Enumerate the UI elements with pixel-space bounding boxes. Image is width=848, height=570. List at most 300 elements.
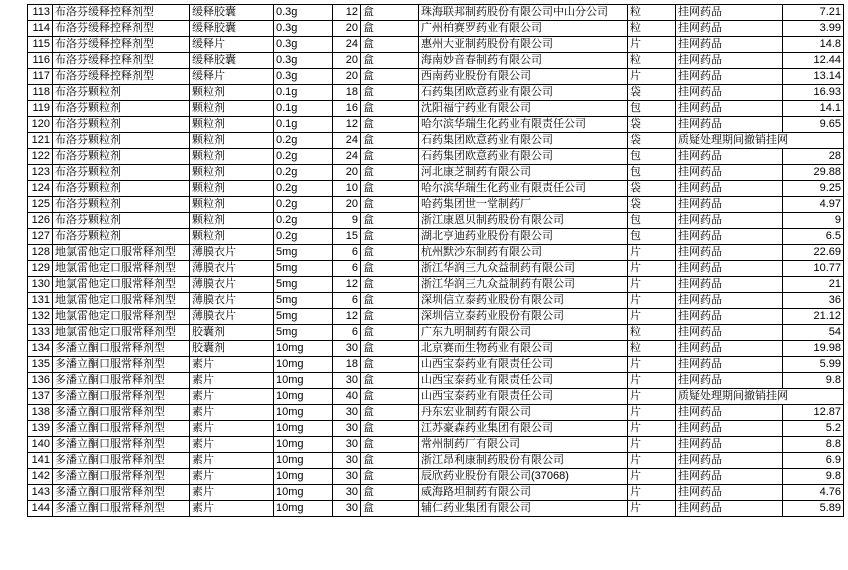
package-quantity-cell[interactable]: 30: [333, 421, 361, 437]
manufacturer-cell[interactable]: 广州柏赛罗药业有限公司: [419, 21, 628, 37]
minimum-unit-cell[interactable]: 片: [628, 485, 676, 501]
package-unit-cell[interactable]: 盒: [361, 85, 419, 101]
minimum-unit-cell[interactable]: 包: [628, 229, 676, 245]
package-quantity-cell[interactable]: 30: [333, 341, 361, 357]
manufacturer-cell[interactable]: 石药集团欧意药业有限公司: [419, 85, 628, 101]
dosage-form-cell[interactable]: 素片: [190, 469, 274, 485]
listing-status-cell[interactable]: 挂网药品: [676, 485, 783, 501]
minimum-unit-cell[interactable]: 片: [628, 309, 676, 325]
package-quantity-cell[interactable]: 20: [333, 197, 361, 213]
manufacturer-cell[interactable]: 北京赛而生物药业有限公司: [419, 341, 628, 357]
package-unit-cell[interactable]: 盒: [361, 389, 419, 405]
drug-name-cell[interactable]: 布洛芬颗粒剂: [53, 133, 190, 149]
minimum-unit-cell[interactable]: 片: [628, 277, 676, 293]
drug-name-cell[interactable]: 布洛芬颗粒剂: [53, 197, 190, 213]
listing-status-cell[interactable]: 挂网药品: [676, 69, 783, 85]
dosage-form-cell[interactable]: 缓释胶囊: [190, 5, 274, 21]
drug-name-cell[interactable]: 多潘立酮口服常释剂型: [53, 485, 190, 501]
price-cell[interactable]: 22.69: [783, 245, 844, 261]
manufacturer-cell[interactable]: 西南药业股份有限公司: [419, 69, 628, 85]
package-unit-cell[interactable]: 盒: [361, 69, 419, 85]
specification-cell[interactable]: 5mg: [274, 261, 333, 277]
price-cell[interactable]: 5.89: [783, 501, 844, 517]
price-cell[interactable]: 36: [783, 293, 844, 309]
minimum-unit-cell[interactable]: 片: [628, 245, 676, 261]
package-quantity-cell[interactable]: 30: [333, 405, 361, 421]
row-number-cell[interactable]: 133: [28, 325, 53, 341]
row-number-cell[interactable]: 137: [28, 389, 53, 405]
dosage-form-cell[interactable]: 颗粒剂: [190, 213, 274, 229]
price-cell[interactable]: 5.2: [783, 421, 844, 437]
manufacturer-cell[interactable]: 珠海联邦制药股份有限公司中山分公司: [419, 5, 628, 21]
listing-status-cell[interactable]: 挂网药品: [676, 37, 783, 53]
manufacturer-cell[interactable]: 海南妙音春制药有限公司: [419, 53, 628, 69]
package-quantity-cell[interactable]: 30: [333, 453, 361, 469]
package-quantity-cell[interactable]: 20: [333, 21, 361, 37]
price-cell[interactable]: 28: [783, 149, 844, 165]
row-number-cell[interactable]: 135: [28, 357, 53, 373]
price-cell[interactable]: 13.14: [783, 69, 844, 85]
row-number-cell[interactable]: 126: [28, 213, 53, 229]
package-quantity-cell[interactable]: 12: [333, 277, 361, 293]
dosage-form-cell[interactable]: 颗粒剂: [190, 101, 274, 117]
listing-status-cell[interactable]: 挂网药品: [676, 373, 783, 389]
price-cell[interactable]: 10.77: [783, 261, 844, 277]
drug-name-cell[interactable]: 地氯雷他定口服常释剂型: [53, 309, 190, 325]
row-number-cell[interactable]: 132: [28, 309, 53, 325]
dosage-form-cell[interactable]: 素片: [190, 389, 274, 405]
listing-status-cell[interactable]: 挂网药品: [676, 309, 783, 325]
listing-status-cell[interactable]: 挂网药品: [676, 341, 783, 357]
package-quantity-cell[interactable]: 30: [333, 485, 361, 501]
listing-status-cell[interactable]: 挂网药品: [676, 165, 783, 181]
dosage-form-cell[interactable]: 颗粒剂: [190, 197, 274, 213]
drug-name-cell[interactable]: 布洛芬颗粒剂: [53, 149, 190, 165]
manufacturer-cell[interactable]: 丹东宏业制药有限公司: [419, 405, 628, 421]
row-number-cell[interactable]: 123: [28, 165, 53, 181]
manufacturer-cell[interactable]: 浙江康恩贝制药股份有限公司: [419, 213, 628, 229]
minimum-unit-cell[interactable]: 片: [628, 357, 676, 373]
minimum-unit-cell[interactable]: 片: [628, 437, 676, 453]
manufacturer-cell[interactable]: 威海路坦制药有限公司: [419, 485, 628, 501]
listing-status-cell[interactable]: 挂网药品: [676, 5, 783, 21]
drug-name-cell[interactable]: 多潘立酮口服常释剂型: [53, 405, 190, 421]
package-unit-cell[interactable]: 盒: [361, 341, 419, 357]
package-unit-cell[interactable]: 盒: [361, 261, 419, 277]
drug-name-cell[interactable]: 布洛芬颗粒剂: [53, 101, 190, 117]
drug-name-cell[interactable]: 布洛芬颗粒剂: [53, 181, 190, 197]
minimum-unit-cell[interactable]: 包: [628, 149, 676, 165]
row-number-cell[interactable]: 120: [28, 117, 53, 133]
specification-cell[interactable]: 10mg: [274, 501, 333, 517]
drug-name-cell[interactable]: 多潘立酮口服常释剂型: [53, 341, 190, 357]
minimum-unit-cell[interactable]: 袋: [628, 85, 676, 101]
package-unit-cell[interactable]: 盒: [361, 149, 419, 165]
dosage-form-cell[interactable]: 颗粒剂: [190, 181, 274, 197]
drug-name-cell[interactable]: 布洛芬颗粒剂: [53, 85, 190, 101]
specification-cell[interactable]: 10mg: [274, 453, 333, 469]
dosage-form-cell[interactable]: 素片: [190, 501, 274, 517]
dosage-form-cell[interactable]: 颗粒剂: [190, 85, 274, 101]
package-unit-cell[interactable]: 盒: [361, 357, 419, 373]
row-number-cell[interactable]: 129: [28, 261, 53, 277]
manufacturer-cell[interactable]: 江苏豪森药业集团有限公司: [419, 421, 628, 437]
minimum-unit-cell[interactable]: 粒: [628, 325, 676, 341]
manufacturer-cell[interactable]: 浙江华润三九众益制药有限公司: [419, 277, 628, 293]
price-cell[interactable]: 14.1: [783, 101, 844, 117]
dosage-form-cell[interactable]: 缓释片: [190, 37, 274, 53]
row-number-cell[interactable]: 143: [28, 485, 53, 501]
drug-name-cell[interactable]: 布洛芬颗粒剂: [53, 213, 190, 229]
minimum-unit-cell[interactable]: 袋: [628, 197, 676, 213]
package-unit-cell[interactable]: 盒: [361, 181, 419, 197]
listing-status-cell[interactable]: 挂网药品: [676, 357, 783, 373]
manufacturer-cell[interactable]: 石药集团欧意药业有限公司: [419, 133, 628, 149]
package-unit-cell[interactable]: 盒: [361, 373, 419, 389]
row-number-cell[interactable]: 118: [28, 85, 53, 101]
package-quantity-cell[interactable]: 6: [333, 261, 361, 277]
package-quantity-cell[interactable]: 12: [333, 309, 361, 325]
price-cell[interactable]: 6.9: [783, 453, 844, 469]
dosage-form-cell[interactable]: 素片: [190, 373, 274, 389]
minimum-unit-cell[interactable]: 片: [628, 69, 676, 85]
row-number-cell[interactable]: 116: [28, 53, 53, 69]
package-quantity-cell[interactable]: 30: [333, 373, 361, 389]
minimum-unit-cell[interactable]: 粒: [628, 341, 676, 357]
dosage-form-cell[interactable]: 素片: [190, 357, 274, 373]
drug-name-cell[interactable]: 布洛芬缓释控释剂型: [53, 5, 190, 21]
manufacturer-cell[interactable]: 浙江华润三九众益制药有限公司: [419, 261, 628, 277]
package-quantity-cell[interactable]: 12: [333, 5, 361, 21]
row-number-cell[interactable]: 122: [28, 149, 53, 165]
package-unit-cell[interactable]: 盒: [361, 277, 419, 293]
specification-cell[interactable]: 0.3g: [274, 37, 333, 53]
specification-cell[interactable]: 5mg: [274, 293, 333, 309]
drug-name-cell[interactable]: 布洛芬缓释控释剂型: [53, 53, 190, 69]
manufacturer-cell[interactable]: 石药集团欧意药业有限公司: [419, 149, 628, 165]
listing-status-cell[interactable]: 挂网药品: [676, 437, 783, 453]
row-number-cell[interactable]: 139: [28, 421, 53, 437]
manufacturer-cell[interactable]: 杭州默沙东制药有限公司: [419, 245, 628, 261]
specification-cell[interactable]: 0.3g: [274, 5, 333, 21]
dosage-form-cell[interactable]: 素片: [190, 437, 274, 453]
minimum-unit-cell[interactable]: 粒: [628, 5, 676, 21]
listing-status-cell[interactable]: 质疑处理期间撤销挂网: [676, 133, 844, 149]
drug-name-cell[interactable]: 多潘立酮口服常释剂型: [53, 469, 190, 485]
package-quantity-cell[interactable]: 24: [333, 37, 361, 53]
manufacturer-cell[interactable]: 惠州大亚制药股份有限公司: [419, 37, 628, 53]
specification-cell[interactable]: 0.2g: [274, 213, 333, 229]
manufacturer-cell[interactable]: 辅仁药业集团有限公司: [419, 501, 628, 517]
manufacturer-cell[interactable]: 深圳信立泰药业股份有限公司: [419, 293, 628, 309]
listing-status-cell[interactable]: 挂网药品: [676, 117, 783, 133]
manufacturer-cell[interactable]: 辰欣药业股份有限公司(37068): [419, 469, 628, 485]
specification-cell[interactable]: 0.2g: [274, 229, 333, 245]
row-number-cell[interactable]: 121: [28, 133, 53, 149]
package-quantity-cell[interactable]: 20: [333, 69, 361, 85]
price-cell[interactable]: 21: [783, 277, 844, 293]
row-number-cell[interactable]: 117: [28, 69, 53, 85]
manufacturer-cell[interactable]: 哈药集团世一堂制药厂: [419, 197, 628, 213]
listing-status-cell[interactable]: 挂网药品: [676, 405, 783, 421]
row-number-cell[interactable]: 144: [28, 501, 53, 517]
price-cell[interactable]: 16.93: [783, 85, 844, 101]
package-quantity-cell[interactable]: 30: [333, 501, 361, 517]
row-number-cell[interactable]: 127: [28, 229, 53, 245]
row-number-cell[interactable]: 131: [28, 293, 53, 309]
specification-cell[interactable]: 0.2g: [274, 197, 333, 213]
minimum-unit-cell[interactable]: 包: [628, 101, 676, 117]
package-quantity-cell[interactable]: 30: [333, 469, 361, 485]
minimum-unit-cell[interactable]: 片: [628, 37, 676, 53]
price-cell[interactable]: 14.8: [783, 37, 844, 53]
row-number-cell[interactable]: 142: [28, 469, 53, 485]
package-unit-cell[interactable]: 盒: [361, 501, 419, 517]
minimum-unit-cell[interactable]: 粒: [628, 53, 676, 69]
price-cell[interactable]: 19.98: [783, 341, 844, 357]
listing-status-cell[interactable]: 挂网药品: [676, 213, 783, 229]
package-unit-cell[interactable]: 盒: [361, 37, 419, 53]
specification-cell[interactable]: 0.3g: [274, 21, 333, 37]
package-quantity-cell[interactable]: 6: [333, 293, 361, 309]
manufacturer-cell[interactable]: 山西宝泰药业有限责任公司: [419, 357, 628, 373]
price-cell[interactable]: 9.8: [783, 373, 844, 389]
specification-cell[interactable]: 0.2g: [274, 181, 333, 197]
minimum-unit-cell[interactable]: 片: [628, 453, 676, 469]
specification-cell[interactable]: 10mg: [274, 469, 333, 485]
manufacturer-cell[interactable]: 浙江昂利康制药股份有限公司: [419, 453, 628, 469]
price-cell[interactable]: 54: [783, 325, 844, 341]
manufacturer-cell[interactable]: 山西宝泰药业有限责任公司: [419, 389, 628, 405]
package-unit-cell[interactable]: 盒: [361, 133, 419, 149]
listing-status-cell[interactable]: 挂网药品: [676, 53, 783, 69]
drug-name-cell[interactable]: 布洛芬颗粒剂: [53, 117, 190, 133]
minimum-unit-cell[interactable]: 片: [628, 469, 676, 485]
listing-status-cell[interactable]: 挂网药品: [676, 261, 783, 277]
package-unit-cell[interactable]: 盒: [361, 165, 419, 181]
package-quantity-cell[interactable]: 40: [333, 389, 361, 405]
package-unit-cell[interactable]: 盒: [361, 245, 419, 261]
listing-status-cell[interactable]: 挂网药品: [676, 181, 783, 197]
specification-cell[interactable]: 10mg: [274, 421, 333, 437]
row-number-cell[interactable]: 119: [28, 101, 53, 117]
row-number-cell[interactable]: 130: [28, 277, 53, 293]
minimum-unit-cell[interactable]: 包: [628, 213, 676, 229]
specification-cell[interactable]: 0.2g: [274, 165, 333, 181]
specification-cell[interactable]: 10mg: [274, 485, 333, 501]
price-cell[interactable]: 8.8: [783, 437, 844, 453]
listing-status-cell[interactable]: 挂网药品: [676, 101, 783, 117]
listing-status-cell[interactable]: 挂网药品: [676, 325, 783, 341]
listing-status-cell[interactable]: 挂网药品: [676, 85, 783, 101]
specification-cell[interactable]: 0.3g: [274, 53, 333, 69]
minimum-unit-cell[interactable]: 袋: [628, 117, 676, 133]
specification-cell[interactable]: 10mg: [274, 437, 333, 453]
drug-name-cell[interactable]: 多潘立酮口服常释剂型: [53, 421, 190, 437]
drug-name-cell[interactable]: 布洛芬颗粒剂: [53, 165, 190, 181]
specification-cell[interactable]: 0.3g: [274, 69, 333, 85]
dosage-form-cell[interactable]: 薄膜衣片: [190, 245, 274, 261]
price-cell[interactable]: 9: [783, 213, 844, 229]
row-number-cell[interactable]: 124: [28, 181, 53, 197]
manufacturer-cell[interactable]: 哈尔滨华瑞生化药业有限责任公司: [419, 117, 628, 133]
listing-status-cell[interactable]: 挂网药品: [676, 245, 783, 261]
package-unit-cell[interactable]: 盒: [361, 21, 419, 37]
specification-cell[interactable]: 5mg: [274, 309, 333, 325]
price-cell[interactable]: 4.97: [783, 197, 844, 213]
dosage-form-cell[interactable]: 胶囊剂: [190, 341, 274, 357]
price-cell[interactable]: 12.87: [783, 405, 844, 421]
drug-name-cell[interactable]: 地氯雷他定口服常释剂型: [53, 325, 190, 341]
package-quantity-cell[interactable]: 18: [333, 357, 361, 373]
listing-status-cell[interactable]: 挂网药品: [676, 149, 783, 165]
package-quantity-cell[interactable]: 30: [333, 437, 361, 453]
price-cell[interactable]: 4.76: [783, 485, 844, 501]
row-number-cell[interactable]: 114: [28, 21, 53, 37]
minimum-unit-cell[interactable]: 片: [628, 389, 676, 405]
dosage-form-cell[interactable]: 素片: [190, 453, 274, 469]
drug-name-cell[interactable]: 多潘立酮口服常释剂型: [53, 453, 190, 469]
drug-name-cell[interactable]: 多潘立酮口服常释剂型: [53, 389, 190, 405]
listing-status-cell[interactable]: 挂网药品: [676, 421, 783, 437]
row-number-cell[interactable]: 138: [28, 405, 53, 421]
package-unit-cell[interactable]: 盒: [361, 485, 419, 501]
price-cell[interactable]: 6.5: [783, 229, 844, 245]
minimum-unit-cell[interactable]: 袋: [628, 133, 676, 149]
package-quantity-cell[interactable]: 20: [333, 165, 361, 181]
drug-name-cell[interactable]: 地氯雷他定口服常释剂型: [53, 277, 190, 293]
price-cell[interactable]: 5.99: [783, 357, 844, 373]
specification-cell[interactable]: 10mg: [274, 341, 333, 357]
minimum-unit-cell[interactable]: 袋: [628, 181, 676, 197]
manufacturer-cell[interactable]: 常州制药厂有限公司: [419, 437, 628, 453]
row-number-cell[interactable]: 141: [28, 453, 53, 469]
price-cell[interactable]: 12.44: [783, 53, 844, 69]
manufacturer-cell[interactable]: 沈阳福宁药业有限公司: [419, 101, 628, 117]
package-unit-cell[interactable]: 盒: [361, 405, 419, 421]
price-cell[interactable]: 9.8: [783, 469, 844, 485]
package-quantity-cell[interactable]: 15: [333, 229, 361, 245]
package-quantity-cell[interactable]: 6: [333, 325, 361, 341]
minimum-unit-cell[interactable]: 片: [628, 501, 676, 517]
drug-name-cell[interactable]: 多潘立酮口服常释剂型: [53, 373, 190, 389]
drug-name-cell[interactable]: 多潘立酮口服常释剂型: [53, 501, 190, 517]
listing-status-cell[interactable]: 挂网药品: [676, 293, 783, 309]
row-number-cell[interactable]: 113: [28, 5, 53, 21]
dosage-form-cell[interactable]: 缓释胶囊: [190, 21, 274, 37]
listing-status-cell[interactable]: 挂网药品: [676, 21, 783, 37]
specification-cell[interactable]: 10mg: [274, 373, 333, 389]
package-unit-cell[interactable]: 盒: [361, 437, 419, 453]
manufacturer-cell[interactable]: 深圳信立泰药业股份有限公司: [419, 309, 628, 325]
dosage-form-cell[interactable]: 颗粒剂: [190, 117, 274, 133]
listing-status-cell[interactable]: 挂网药品: [676, 197, 783, 213]
package-quantity-cell[interactable]: 20: [333, 53, 361, 69]
row-number-cell[interactable]: 136: [28, 373, 53, 389]
specification-cell[interactable]: 5mg: [274, 325, 333, 341]
minimum-unit-cell[interactable]: 粒: [628, 21, 676, 37]
package-unit-cell[interactable]: 盒: [361, 293, 419, 309]
package-unit-cell[interactable]: 盒: [361, 117, 419, 133]
listing-status-cell[interactable]: 挂网药品: [676, 501, 783, 517]
row-number-cell[interactable]: 140: [28, 437, 53, 453]
package-quantity-cell[interactable]: 24: [333, 149, 361, 165]
specification-cell[interactable]: 0.2g: [274, 133, 333, 149]
listing-status-cell[interactable]: 挂网药品: [676, 453, 783, 469]
minimum-unit-cell[interactable]: 片: [628, 261, 676, 277]
package-unit-cell[interactable]: 盒: [361, 453, 419, 469]
specification-cell[interactable]: 10mg: [274, 357, 333, 373]
price-cell[interactable]: 3.99: [783, 21, 844, 37]
dosage-form-cell[interactable]: 薄膜衣片: [190, 261, 274, 277]
dosage-form-cell[interactable]: 颗粒剂: [190, 133, 274, 149]
drug-name-cell[interactable]: 多潘立酮口服常释剂型: [53, 437, 190, 453]
package-quantity-cell[interactable]: 16: [333, 101, 361, 117]
listing-status-cell[interactable]: 挂网药品: [676, 229, 783, 245]
dosage-form-cell[interactable]: 薄膜衣片: [190, 277, 274, 293]
package-unit-cell[interactable]: 盒: [361, 421, 419, 437]
package-quantity-cell[interactable]: 24: [333, 133, 361, 149]
dosage-form-cell[interactable]: 素片: [190, 405, 274, 421]
drug-name-cell[interactable]: 布洛芬颗粒剂: [53, 229, 190, 245]
package-unit-cell[interactable]: 盒: [361, 229, 419, 245]
drug-name-cell[interactable]: 多潘立酮口服常释剂型: [53, 357, 190, 373]
minimum-unit-cell[interactable]: 片: [628, 373, 676, 389]
dosage-form-cell[interactable]: 颗粒剂: [190, 229, 274, 245]
dosage-form-cell[interactable]: 缓释胶囊: [190, 53, 274, 69]
dosage-form-cell[interactable]: 胶囊剂: [190, 325, 274, 341]
specification-cell[interactable]: 5mg: [274, 277, 333, 293]
manufacturer-cell[interactable]: 广东九明制药有限公司: [419, 325, 628, 341]
specification-cell[interactable]: 0.1g: [274, 117, 333, 133]
manufacturer-cell[interactable]: 哈尔滨华瑞生化药业有限责任公司: [419, 181, 628, 197]
price-cell[interactable]: 9.25: [783, 181, 844, 197]
row-number-cell[interactable]: 128: [28, 245, 53, 261]
minimum-unit-cell[interactable]: 片: [628, 405, 676, 421]
dosage-form-cell[interactable]: 缓释片: [190, 69, 274, 85]
package-unit-cell[interactable]: 盒: [361, 325, 419, 341]
minimum-unit-cell[interactable]: 包: [628, 165, 676, 181]
drug-name-cell[interactable]: 地氯雷他定口服常释剂型: [53, 293, 190, 309]
dosage-form-cell[interactable]: 素片: [190, 485, 274, 501]
minimum-unit-cell[interactable]: 片: [628, 293, 676, 309]
listing-status-cell[interactable]: 挂网药品: [676, 277, 783, 293]
specification-cell[interactable]: 10mg: [274, 389, 333, 405]
manufacturer-cell[interactable]: 山西宝泰药业有限责任公司: [419, 373, 628, 389]
drug-name-cell[interactable]: 地氯雷他定口服常释剂型: [53, 261, 190, 277]
package-quantity-cell[interactable]: 12: [333, 117, 361, 133]
package-unit-cell[interactable]: 盒: [361, 5, 419, 21]
drug-name-cell[interactable]: 布洛芬缓释控释剂型: [53, 37, 190, 53]
specification-cell[interactable]: 0.1g: [274, 101, 333, 117]
row-number-cell[interactable]: 125: [28, 197, 53, 213]
drug-name-cell[interactable]: 布洛芬缓释控释剂型: [53, 69, 190, 85]
package-quantity-cell[interactable]: 10: [333, 181, 361, 197]
package-unit-cell[interactable]: 盒: [361, 469, 419, 485]
dosage-form-cell[interactable]: 薄膜衣片: [190, 309, 274, 325]
drug-name-cell[interactable]: 地氯雷他定口服常释剂型: [53, 245, 190, 261]
listing-status-cell[interactable]: 质疑处理期间撤销挂网: [676, 389, 844, 405]
dosage-form-cell[interactable]: 颗粒剂: [190, 149, 274, 165]
manufacturer-cell[interactable]: 湖北亨迪药业股份有限公司: [419, 229, 628, 245]
row-number-cell[interactable]: 134: [28, 341, 53, 357]
dosage-form-cell[interactable]: 颗粒剂: [190, 165, 274, 181]
drug-name-cell[interactable]: 布洛芬缓释控释剂型: [53, 21, 190, 37]
minimum-unit-cell[interactable]: 片: [628, 421, 676, 437]
price-cell[interactable]: 7.21: [783, 5, 844, 21]
package-quantity-cell[interactable]: 6: [333, 245, 361, 261]
price-cell[interactable]: 9.65: [783, 117, 844, 133]
